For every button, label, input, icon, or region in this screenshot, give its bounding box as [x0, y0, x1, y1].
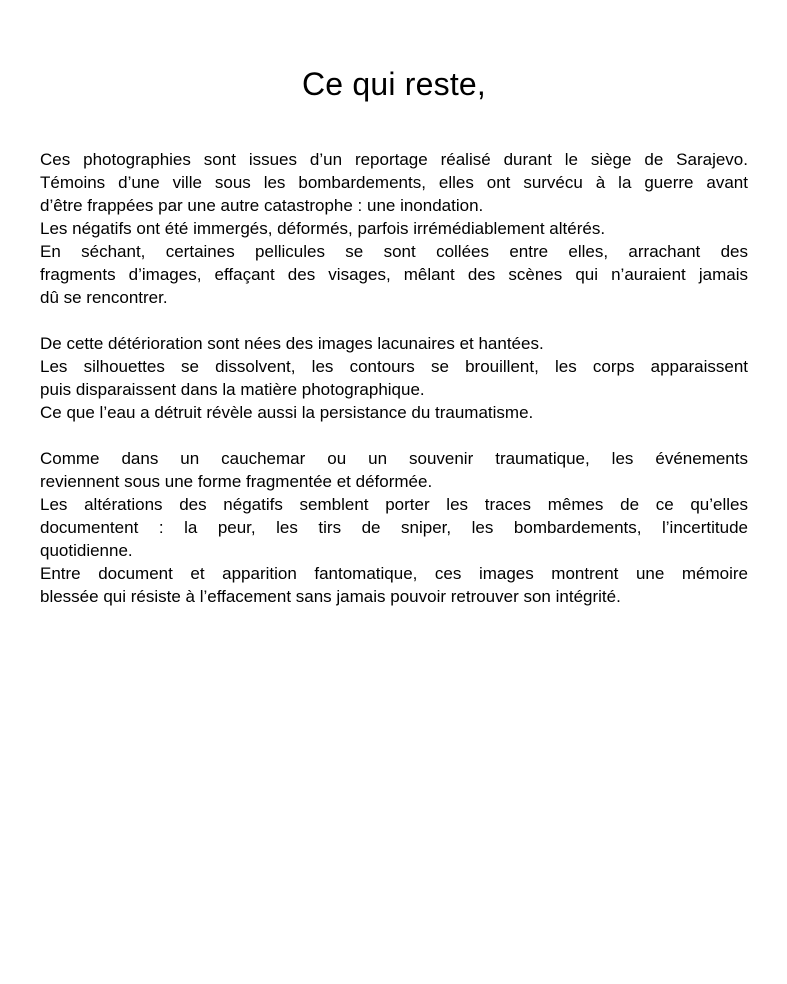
text-line: Témoins d’une ville sous les bombardements, elles ont survécu à la guerre avant: [40, 173, 748, 192]
text-line: d’être frappées par une autre catastrophe : une inondation.: [40, 196, 484, 215]
text-line: blessée qui résiste à l’effacement sans jamais pouvoir retrouver son intégrité.: [40, 587, 621, 606]
text-line: De cette détérioration sont nées des images lacunaires et hantées.: [40, 334, 544, 353]
text-line: Les altérations des négatifs semblent porter les traces mêmes de ce qu’elles: [40, 495, 748, 514]
text-line: documentent : la peur, les tirs de sniper, les bombardements, l’incertitude: [40, 518, 748, 537]
document-body: [40, 148, 748, 608]
paragraph-3: [40, 447, 748, 608]
document-title: Ce qui reste,: [301, 66, 487, 102]
text-line: dû se rencontrer.: [40, 288, 168, 307]
text-line: fragments d’images, effaçant des visages, mêlant des scènes qui n’auraient jamais: [40, 265, 748, 284]
text-line: Ces photographies sont issues d’un reportage réalisé durant le siège de Sarajevo.: [40, 150, 748, 169]
paragraph-2: [40, 332, 748, 424]
text-line: Ce que l’eau a détruit révèle aussi la persistance du traumatisme.: [40, 403, 534, 422]
text-line: Entre document et apparition fantomatique, ces images montrent une mémoire: [40, 564, 748, 583]
text-line: Les silhouettes se dissolvent, les contours se brouillent, les corps apparaissent: [40, 357, 748, 376]
paragraph-1: [40, 148, 748, 309]
text-line: Comme dans un cauchemar ou un souvenir traumatique, les événements: [40, 449, 748, 468]
text-line: Les négatifs ont été immergés, déformés, parfois irrémédiablement altérés.: [40, 219, 606, 238]
text-line: puis disparaissent dans la matière photographique.: [40, 380, 425, 399]
text-line: quotidienne.: [40, 541, 133, 560]
text-line: reviennent sous une forme fragmentée et déformée.: [40, 472, 433, 491]
text-line: En séchant, certaines pellicules se sont collées entre elles, arrachant des: [40, 242, 748, 261]
